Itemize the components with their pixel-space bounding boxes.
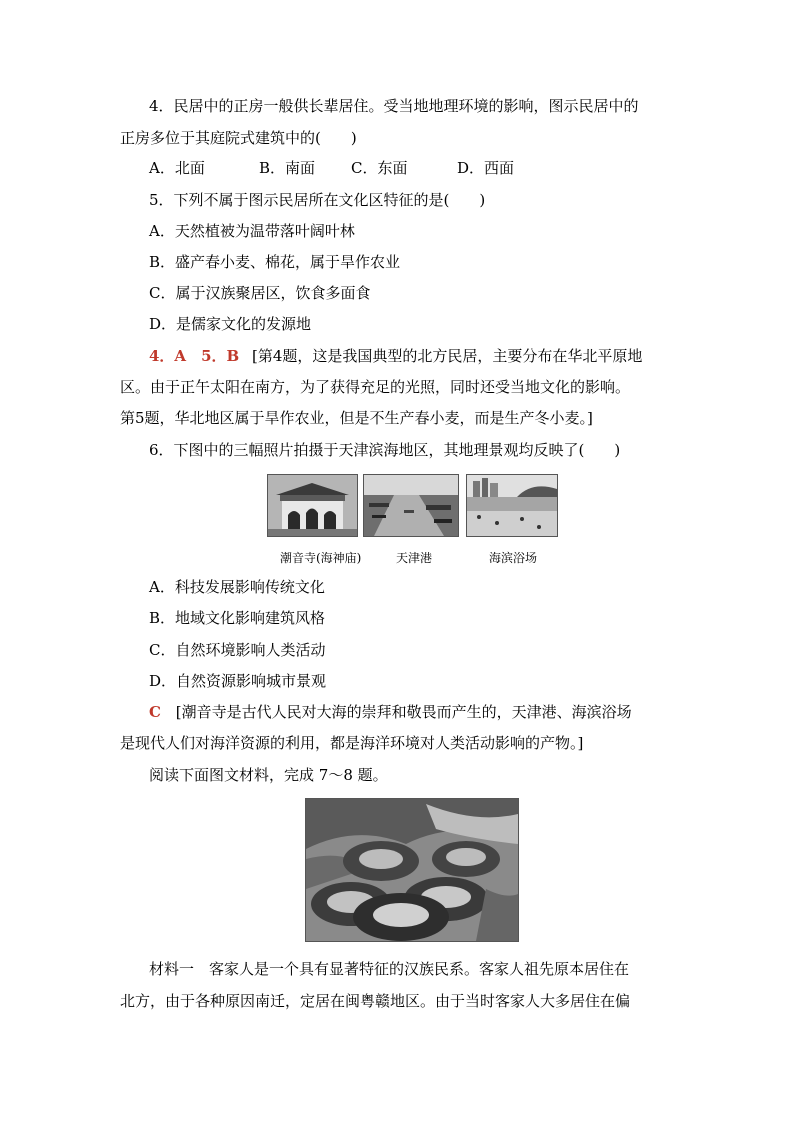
q6-option-b: B．地域文化影响建筑风格 [149,609,326,627]
q5-option-b: B．盛产春小麦、棉花，属于旱作农业 [149,253,401,271]
answer-6-label: C [149,703,161,721]
q5-option-a: A．天然植被为温带落叶阔叶林 [149,222,355,240]
q6-stem: 6．下图中的三幅照片拍摄于天津滨海地区，其地理景观均反映了( ) [149,441,621,459]
q4-option-c: C．东面 [351,159,408,177]
answer-4-5-line3: 第5题，华北地区属于旱作农业，但是不生产春小麦，而是生产冬小麦。] [120,409,593,427]
q4-option-a: A．北面 [149,159,205,177]
beach-photo [466,474,558,537]
answer-6-explain1: [潮音寺是古代人民对大海的崇拜和敬畏而产生的，天津港、海滨浴场 [175,703,632,721]
q6-option-c: C．自然环境影响人类活动 [149,641,326,659]
hakka-tulou-photo [305,798,519,942]
q4-option-b: B．南面 [259,159,316,177]
q6-option-a: A．科技发展影响传统文化 [149,578,325,596]
q6-option-d: D．自然资源影响城市景观 [149,672,327,690]
material1-line1: 材料一 客家人是一个具有显著特征的汉族民系。客家人祖先原本居住在 [149,960,630,978]
q4-stem-line2: 正房多位于其庭院式建筑中的( ) [120,129,357,147]
answer-4-5-label: 4．A 5．B [149,347,240,365]
answer-4-5-line1 [149,346,642,366]
q4-option-d: D．西面 [457,159,515,177]
caption-temple: 潮音寺(海神庙) [280,551,362,565]
answer-6-line1 [149,702,632,722]
reading-instruction: 阅读下面图文材料，完成 7～8 题。 [149,766,388,784]
answer-6-line2: 是现代人们对海洋资源的利用，都是海洋环境对人类活动影响的产物。] [120,734,584,752]
q5-stem: 5．下列不属于图示民居所在文化区特征的是( ) [149,191,486,209]
q5-option-d: D．是儒家文化的发源地 [149,315,312,333]
material1-line2: 北方，由于各种原因南迁，定居在闽粤赣地区。由于当时客家人大多居住在偏 [120,992,631,1010]
q4-stem-line1: 4．民居中的正房一般供长辈居住。受当地地理环境的影响，图示民居中的 [149,97,639,115]
temple-photo [267,474,358,537]
caption-port: 天津港 [396,551,433,565]
answer-4-5-explain1: [第4题，这是我国典型的北方民居，主要分布在华北平原地 [251,347,643,365]
q5-option-c: C．属于汉族聚居区，饮食多面食 [149,284,371,302]
port-photo [363,474,459,537]
caption-beach: 海滨浴场 [489,551,538,565]
answer-4-5-line2: 区。由于正午太阳在南方，为了获得充足的光照，同时还受当地文化的影响。 [120,378,631,396]
